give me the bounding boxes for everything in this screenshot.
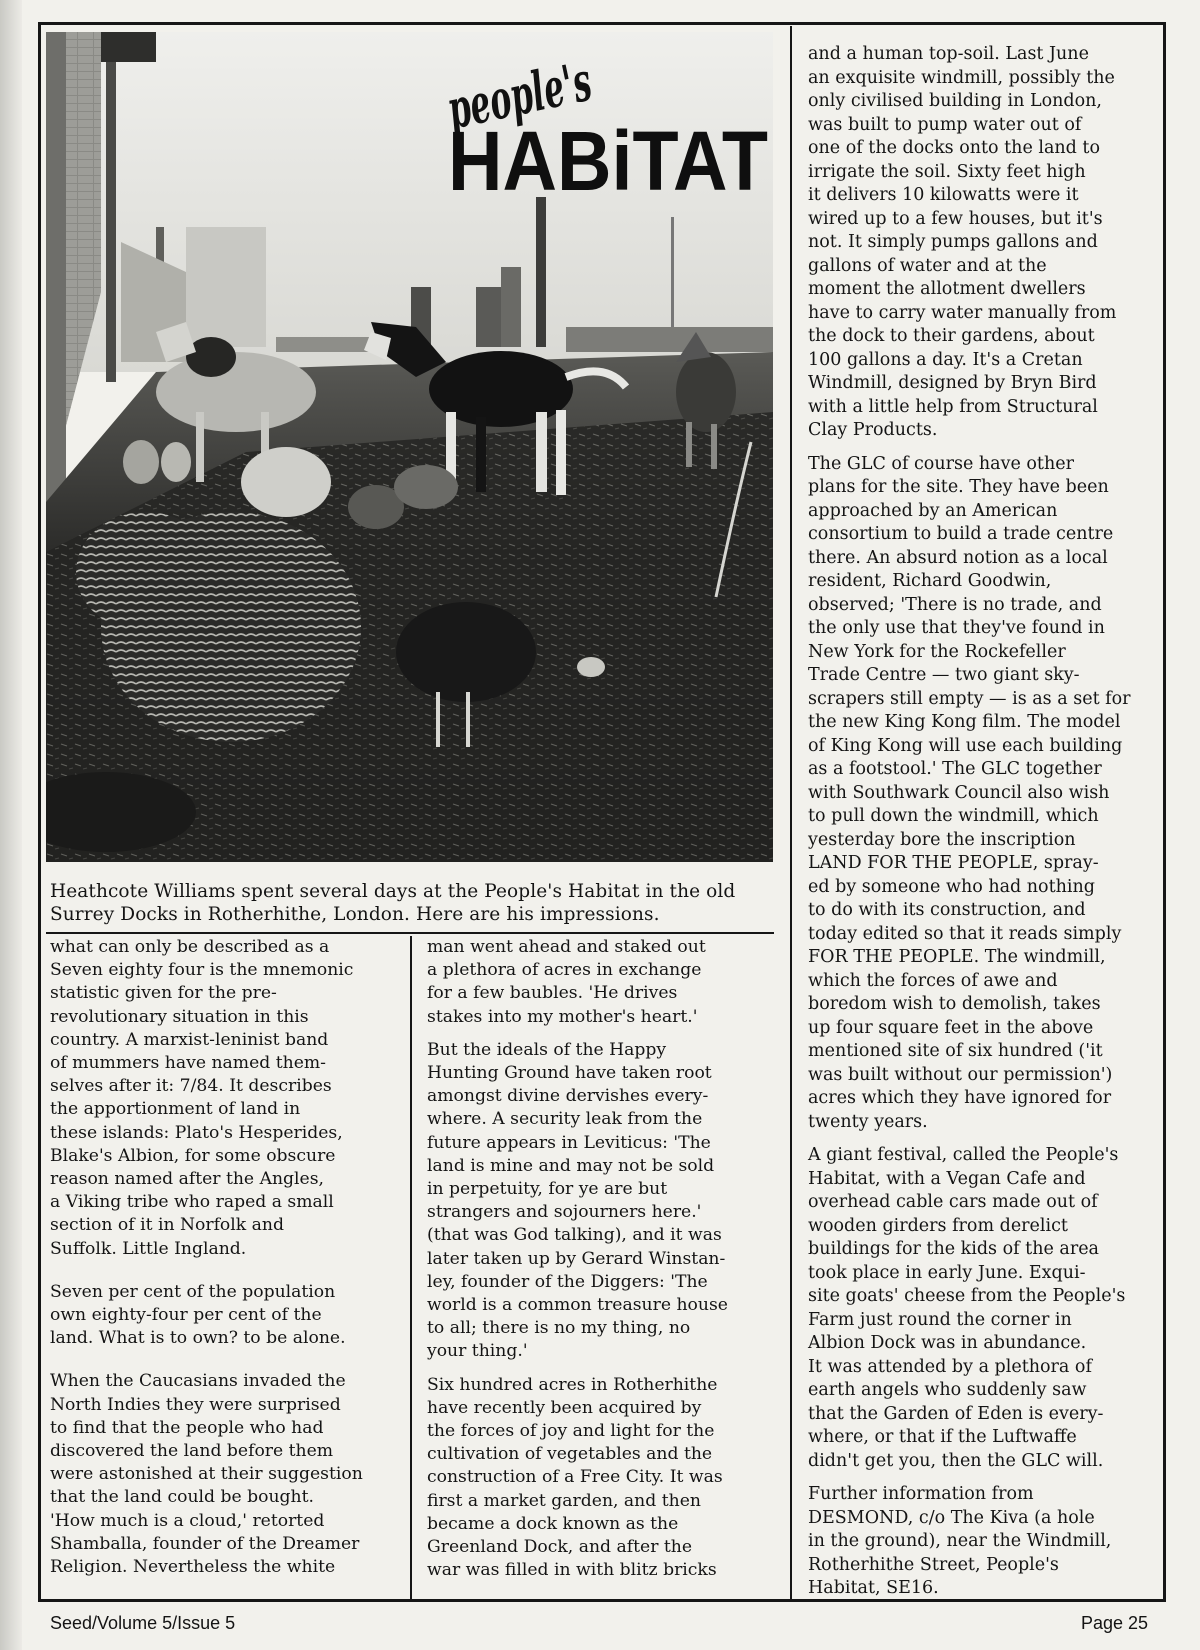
paragraph: When the Caucasians invaded the North Indies they were surprised to find that the people who had discovered the land before them were astonished at their suggestion that the land could be bought. 'How much is a cloud,' retorted Shamballa, founder of the Dreamer Religion. Nevertheless the white (50, 1371, 363, 1578)
paragraph: A giant festival, called the People's Habitat, with a Vegan Cafe and overhead cable cars made out of wooden girders from derelict buildings for the kids of the area took place in early June. Exqui- site goats' cheese from the People's Farm just round the corner in Albion Dock was in abundance. It was attended by a plethora of earth angels who suddenly saw that the Garden of Eden is every- where, or that if the Luftwaffe didn't get you, then the GLC will. (808, 1145, 1126, 1471)
paragraph: Six hundred acres in Rotherhithe have recently been acquired by the forces of joy and light for the cultivation of vegetables and the construction of a Free City. It was first a market garden, and then became a dock known as the Greenland Dock, and after the war was filled in with blitz bricks (427, 1374, 723, 1581)
column-1 (50, 936, 380, 1589)
column-3 (808, 43, 1153, 1611)
paragraph: The GLC of course have other plans for the site. They have been approached by an American consortium to build a trade centre there. An absurd notion as a local resident, Richard Goodwin, observed; 'There is no trade, and the only use that they've found in New York for the Rockefeller Trade Centre — two giant sky- scrapers still empty — is as a set for the new King Kong film. The model of King Kong will use each building as a footstool.' The GLC together with Southwark Council also wish to pull down the windmill, which yesterday bore the inscription LAND FOR THE PEOPLE, spray- ed by someone who had nothing to do with its construction, and today edited so that it reads simply FOR THE PEOPLE. The windmill, which the forces of awe and boredom wish to demolish, takes up four square feet in the above mentioned site of six hundred ('it was built without our permission') acres which they have ignored for twenty years. (808, 453, 1131, 1132)
caption-divider (46, 932, 774, 934)
paragraph: Further information from DESMOND, c/o The Kiva (a hole in the ground), near the Windmill, Rotherhithe Street, People's Habitat, SE16. (808, 1484, 1112, 1598)
column-divider-1 (410, 936, 412, 1600)
paragraph: what can only be described as a Seven eighty four is the mnemonic statistic given for the pre- revolutionary situation in this country. A marxist-leninist band of mummers have named them- selves after it: 7/84. It describes the apportionment of land in these islands: Plato's Hesperides, Blake's Albion, for some obscure reason named after the Angles, a Viking tribe who raped a small section of it in Norfolk and Suffolk. Little Ingland. (50, 937, 354, 1259)
column-2 (427, 936, 757, 1592)
issue-label: Seed/Volume 5/Issue 5 (50, 1613, 236, 1633)
page-spine-shadow (0, 0, 22, 1650)
column-divider-2 (790, 26, 792, 1600)
title-main: HABiTAT (448, 114, 768, 208)
photo-caption: Heathcote Williams spent several days at the People's Habitat in the old Surrey Docks in Rotherhithe, London. Here are his impressions. (50, 881, 736, 925)
page-number: Page 25 (1080, 1613, 1148, 1633)
paragraph: But the ideals of the Happy Hunting Ground have taken root amongst divine dervishes every- where. A security leak from the future appears in Leviticus: 'The land is mine and may not be sold in perpetuity, for ye are but strangers and sojourners here.' (that was God talking), and it was later taken up by Gerard Winstan- ley, founder of the Diggers: 'The world is a common treasure house to all; there is no my thing, no your thing.' (427, 1039, 728, 1362)
title-script: people's (441, 40, 698, 142)
paragraph: Seven per cent of the population own eighty-four per cent of the land. What is to own? to be alone. (50, 1281, 346, 1349)
paragraph: and a human top-soil. Last June an exquisite windmill, possibly the only civilised building in London, was built to pump water out of one of the docks onto the land to irrigate the soil. Sixty feet high it delivers 10 kilowatts were it wired up to a few houses, but it's not. It simply pumps gallons and gallons of water and at the moment the allotment dwellers have to carry water manually from the dock to their gardens, about 100 gallons a day. It's a Cretan Windmill, designed by Bryn Bird with a little help from Structural Clay Products. (808, 44, 1117, 440)
article-title (440, 40, 780, 210)
paragraph: man went ahead and staked out a plethora of acres in exchange for a few baubles. 'He drives stakes into my mother's heart.' (427, 937, 706, 1027)
